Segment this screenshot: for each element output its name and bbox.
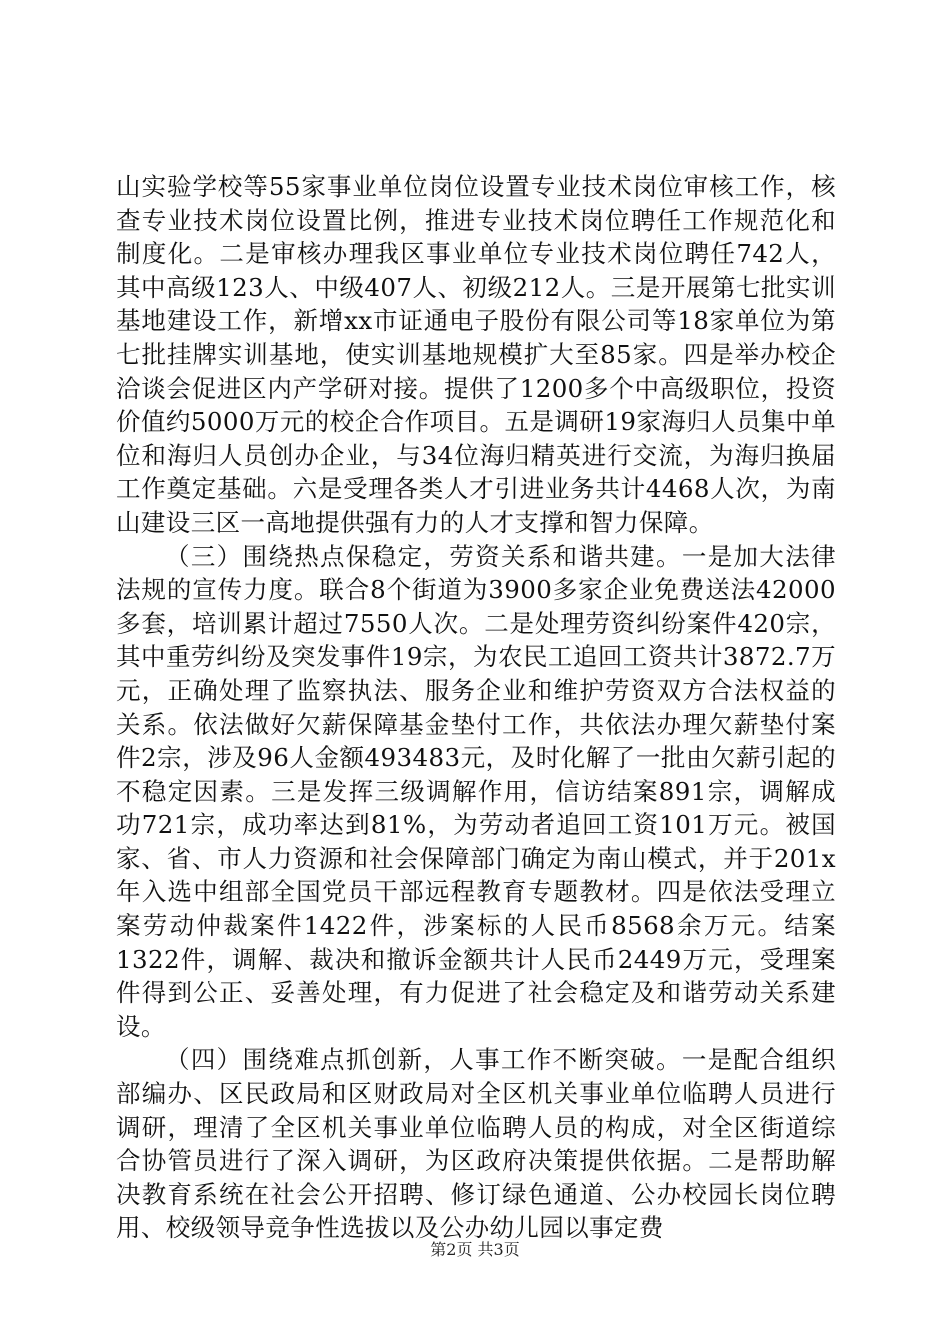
paragraph-section-three: （三）围绕热点保稳定，劳资关系和谐共建。一是加大法律法规的宣传力度。联合8个街道为3900多家企业免费送法42000多套，培训累计超过7550人次。二是处理劳资纠纷案件420宗，其中重劳纠纷及突发事件19宗，为农民工追回工资共计3872.7万元，正确处理了监察执法、服务企业和维护劳资双方合法权益的关系。依法做好欠薪保障基金垫付工作，共依法办理欠薪垫付案件2宗，涉及96人金额493483元，及时化解了一批由欠薪引起的不稳定因素。三是发挥三级调解作用，信访结案891宗，调解成功721宗，成功率达到81%，为劳动者追回工资101万元。被国家、省、市人力资源和社会保障部门确定为南山模式，并于201x年入选中组部全国党员干部远程教育专题教材。四是依法受理立案劳动仲裁案件1422件，涉案标的人民币8568余万元。结案1322件，调解、裁决和撤诉金额共计人民币2449万元，受理案件得到公正、妥善处理，有力促进了社会稳定及和谐劳动关系建设。 bbox=[116, 541, 836, 1041]
paragraph-continuation: 山实验学校等55家事业单位岗位设置专业技术岗位审核工作，核查专业技术岗位设置比例，推进专业技术岗位聘任工作规范化和制度化。二是审核办理我区事业单位专业技术岗位聘任742人，其中高级123人、中级407人、初级212人。三是开展第七批实训基地建设工作，新增xx市证通电子股份有限公司等18家单位为第七批挂牌实训基地，使实训基地规模扩大至85家。四是举办校企洽谈会促进区内产学研对接。提供了1200多个中高级职位，投资价值约5000万元的校企合作项目。五是调研19家海归人员集中单位和海归人员创办企业，与34位海归精英进行交流，为海归换届工作奠定基础。六是受理各类人才引进业务共计4468人次，为南山建设三区一高地提供强有力的人才支撑和智力保障。 bbox=[116, 172, 836, 537]
page-number-label: 第2页 共3页 bbox=[430, 1240, 520, 1259]
document-body bbox=[116, 170, 836, 1245]
paragraph-section-four: （四）围绕难点抓创新，人事工作不断突破。一是配合组织部编办、区民政局和区财政局对全区机关事业单位临聘人员进行调研，理清了全区机关事业单位临聘人员的构成，对全区街道综合协管员进行了深入调研，为区政府决策提供依据。二是帮助解决教育系统在社会公开招聘、修订绿色通道、公办校园长岗位聘用、校级领导竞争性选拔以及公办幼儿园以事定费 bbox=[116, 1045, 836, 1243]
page-footer bbox=[0, 1240, 950, 1260]
